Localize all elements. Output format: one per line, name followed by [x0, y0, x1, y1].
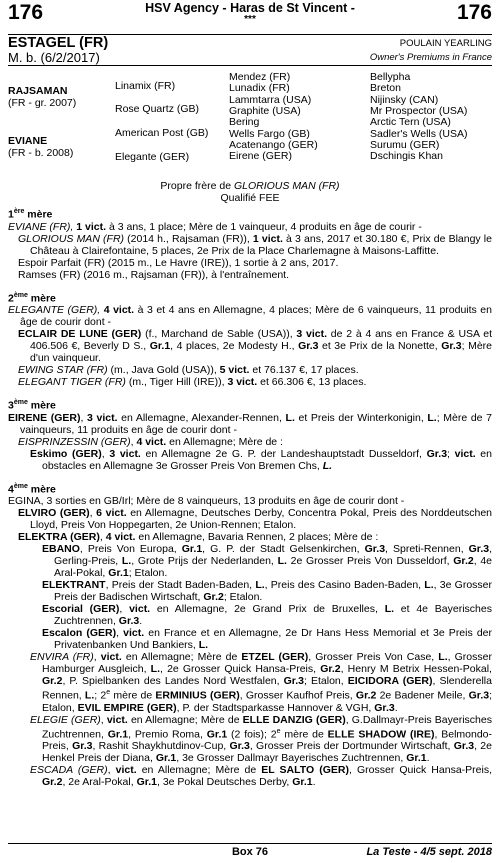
- dam2-produce: ELEGANT TIGER (FR) (m., Tiger Hill (IRE)), 3 vict. et 66.306 €, 13 places.: [18, 376, 367, 388]
- dam1-produce: Espoir Parfait (FR) (2015 m., Le Havre (IRE)), 1 sortie à 2 ans, 2017.: [18, 256, 339, 269]
- pedigree-gen3: Graphite (USA): [229, 104, 301, 117]
- pedigree-gen3: Bering: [229, 116, 260, 129]
- pedigree-gen4: Arctic Tern (USA): [370, 116, 451, 129]
- dam4-grandproduce: Escalon (GER), vict. en France et en Allemagne, 2e Dr Hans Hess Memorial et 3e Preis der Privatenbanken Und Bankiers, L.: [42, 627, 492, 651]
- horse-category: POULAIN YEARLING: [399, 38, 492, 49]
- agency-stars: ***: [244, 14, 256, 25]
- pedigree-sire: RAJSAMAN: [8, 85, 68, 97]
- lot-number-right: 176: [456, 1, 492, 24]
- pedigree-gen3: Lammtarra (USA): [229, 93, 312, 106]
- pedigree-gen4: Sadler's Wells (USA): [370, 127, 468, 140]
- pedigree-dam-info: (FR - b. 2008): [8, 147, 74, 159]
- dam1-produce: GLORIOUS MAN (FR) (2014 h., Rajsaman (FR)), 1 vict. à 3 ans, 2017 et 30.180 €, Prix de Blangy le Château à Clairefontaine, 5 places, 2e Prix de la Place Charlemagne à Maisons-Laffitte.: [18, 232, 492, 257]
- box-number: Box 76: [231, 846, 269, 858]
- page-header: [0, 0, 500, 34]
- dam4-entry: EGINA, 3 sorties en GB/Irl; Mère de 8 vainqueurs, 13 produits en âge de courir dont -: [8, 495, 405, 507]
- dam4-grandproduce: ELEKTRANT, Preis der Stadt Baden-Baden, L., Preis des Casino Baden-Baden, L., 3e Grosser Preis der Badischen Wirtschaft, Gr.2; Etalon.: [42, 579, 492, 603]
- pedigree-gen4: Dschingis Khan: [370, 150, 443, 163]
- title-rule: [8, 65, 492, 66]
- consignor: Owner's Premiums in France: [369, 52, 492, 63]
- brother-note: Propre frère de GLORIOUS MAN (FR): [160, 180, 340, 192]
- pedigree-gen3: Acatenango (GER): [229, 138, 318, 151]
- dam4-produce: ELEKTRA (GER), 4 vict. en Allemagne, Bavaria Rennen, 2 places; Mère de :: [18, 531, 379, 543]
- dam3-entry: EIRENE (GER), 3 vict. en Allemagne, Alexander-Rennen, L. et Preis der Winterkonigin, L.; Mère de 7 vainqueurs, 11 produits en âge de courir dont -: [8, 411, 492, 436]
- pedigree-gen4: Breton: [370, 82, 401, 95]
- produce-record: [8, 180, 492, 788]
- agency-title: [0, 2, 500, 24]
- agency-name: HSV Agency - Haras de St Vincent -: [145, 1, 355, 15]
- horse-name: ESTAGEL (FR): [8, 35, 109, 51]
- lot-number-left: 176: [8, 1, 44, 24]
- pedigree-dam: EVIANE: [8, 135, 48, 147]
- dam4-grandproduce: ESCADA (GER), vict. en Allemagne; Mère de EL SALTO (GER), Grosser Quick Hansa-Preis, Gr.2, 2e Aral-Pokal, Gr.1, 3e Pokal Deutsches Derby, Gr.1.: [30, 764, 492, 788]
- dam4-grandproduce: Escorial (GER), vict. en Allemagne, 2e Grand Prix de Bruxelles, L. et 4e Bayerisches Zuchtrennen, Gr.3.: [42, 603, 492, 627]
- dam2-entry: ELEGANTE (GER), 4 vict. à 3 et 4 ans en Allemagne, 4 places; Mère de 6 vainqueurs, 11 produits en âge de courir dont -: [8, 304, 492, 328]
- horse-sex-dob: M. b. (6/2/2017): [8, 50, 100, 65]
- section-title-dam4: 4ème mère: [8, 482, 56, 495]
- pedigree-table: [8, 72, 492, 172]
- pedigree-gen3: Eirene (GER): [229, 150, 293, 163]
- dam2-produce: ECLAIR DE LUNE (GER) (f., Marchand de Sable (USA)), 3 vict. de 2 à 4 ans en France & USA et 406.506 €, Beverly D S., Gr.1, 4 places, 2e Modesty H., Gr.3 et 3e Prix de la Nonette, Gr.3; Mère d'un vainqueur.: [18, 328, 492, 364]
- dam3-grandproduce: Eskimo (GER), 3 vict. en Allemagne 2e G. P. der Landeshauptstadt Dusseldorf, Gr.3; vict. en obstacles en Allemagne 3e Grosser Preis Von Bremen Chs, L.: [30, 447, 492, 472]
- section-title-dam3: 3ème mère: [8, 399, 56, 412]
- pedigree-gen2: Rose Quartz (GB): [115, 103, 200, 115]
- pedigree-gen2: American Post (GB): [115, 127, 209, 139]
- dam1-entry: EVIANE (FR), 1 vict. à 3 ans, 1 place; Mère de 1 vainqueur, 4 produits en âge de courir -: [8, 220, 422, 233]
- pedigree-gen4: Surumu (GER): [370, 138, 440, 151]
- dam4-grandproduce: ELEGIE (GER), vict. en Allemagne; Mère de ELLE DANZIG (GER), G.Dallmayr-Preis Bayerisches Zuchtrennen, Gr.1, Premio Roma, Gr.1 (2 fois); 2e mère de ELLE SHADOW (IRE), Belmondo-Preis, Gr.3, Rashit Shaykhutdinov-Cup, Gr.3, Grosser Preis der Dortmunder Wirtschaft, Gr.3, 2e Henkel Preis der Diana, Gr.1, 3e Grosser Dallmayr Bayerisches Zuchtrennen, Gr.1.: [30, 713, 493, 764]
- dam2-produce: EWING STAR (FR) (m., Java Gold (USA)), 5 vict. et 76.137 €, 17 places.: [18, 364, 359, 376]
- qualification: Qualifié FEE: [220, 192, 280, 204]
- dam4-grandproduce: ENVIRA (FR), vict. en Allemagne; Mère de ETZEL (GER), Grosser Preis Von Case, L., Grosser Hamburger Ausgleich, L., 2e Grosser Quick Hansa-Preis, Gr.2, Henry M Betrix Hessen-Pokal, Gr.2, P. Spielbanken des Landes Nord Westfalen, Gr.3; Etalon, EICIDORA (GER), Slenderella Rennen, L.; 2e mère de ERMINIUS (GER), Grosser Kaufhof Preis, Gr.2 2e Badener Meile, Gr.3; Etalon, EVIL EMPIRE (GER), P. der Stadtsparkasse Hannover & VGH, Gr.3.: [30, 651, 492, 714]
- dam4-produce: ELVIRO (GER), 6 vict. en Allemagne, Deutsches Derby, Concentra Pokal, Preis des Norddeutschen Lloyd, Preis Von Hoppegarten, 2e Union-Rennen; Etalon.: [18, 507, 492, 531]
- pedigree-gen3: Lunadix (FR): [229, 82, 290, 95]
- dam1-produce: Ramses (FR) (2016 m., Rajsaman (FR)), à l'entraînement.: [18, 268, 289, 281]
- sale-venue-date: La Teste - 4/5 sept. 2018: [366, 846, 492, 858]
- pedigree-gen4: Nijinsky (CAN): [370, 93, 439, 106]
- pedigree-gen3: Mendez (FR): [229, 71, 291, 83]
- dam4-grandproduce: EBANO, Preis Von Europa, Gr.1, G. P. der Stadt Gelsenkirchen, Gr.3, Spreti-Rennen, Gr.3, Gerling-Preis, L., Grote Prijs der Nederlanden, L. 2e Grosser Preis Von Dusseldorf, Gr.2, 4e Aral-Pokal, Gr.1; Etalon.: [42, 543, 493, 579]
- pedigree-gen2: Linamix (FR): [115, 80, 176, 92]
- pedigree-gen2: Elegante (GER): [115, 151, 190, 163]
- section-title-dam1: 1ère mère: [8, 208, 53, 221]
- footer-rule: [8, 843, 492, 844]
- pedigree-sire-info: (FR - gr. 2007): [8, 97, 77, 109]
- pedigree-gen4: Bellypha: [370, 71, 411, 83]
- pedigree-gen3: Wells Fargo (GB): [229, 127, 310, 140]
- dam3-produce: EISPRINZESSIN (GER), 4 vict. en Allemagne; Mère de :: [18, 435, 283, 448]
- section-title-dam2: 2ème mère: [8, 291, 56, 304]
- pedigree-gen4: Mr Prospector (USA): [370, 104, 468, 117]
